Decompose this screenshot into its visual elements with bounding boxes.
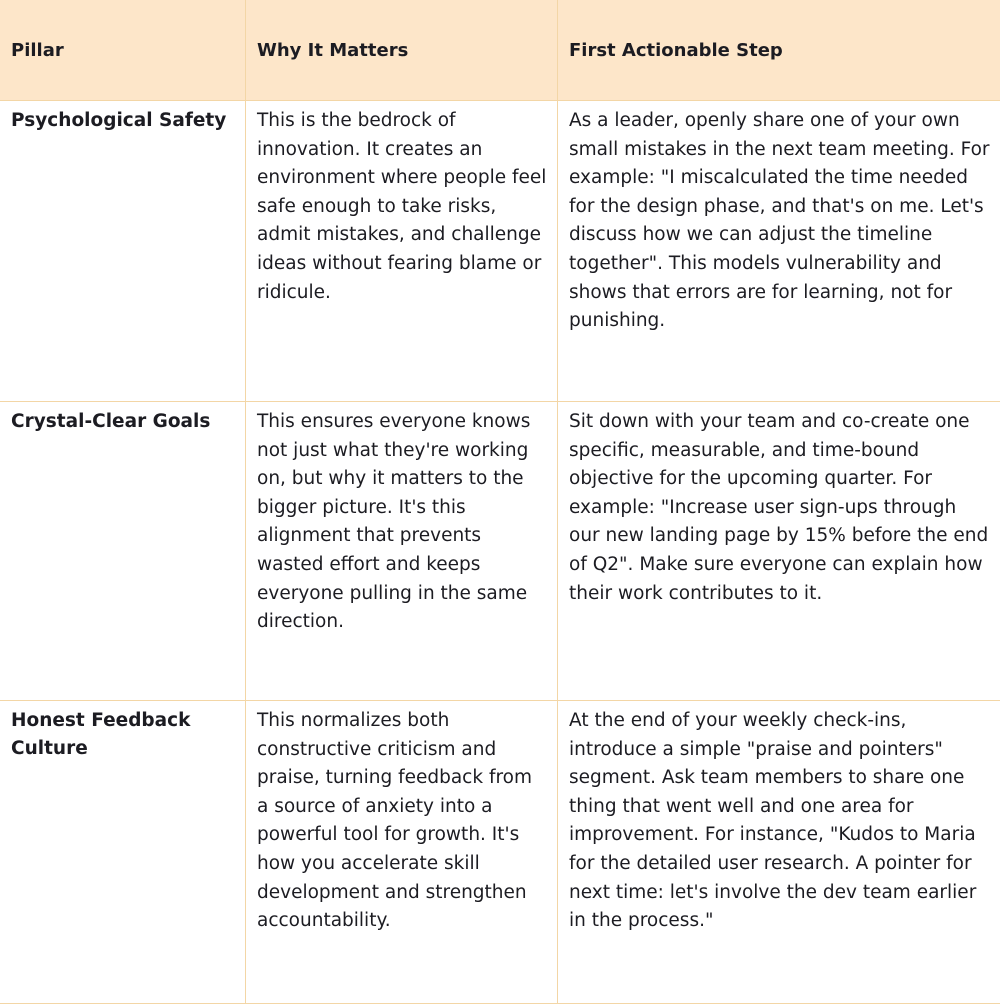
pillar-cell: Honest Feedback Culture	[0, 701, 246, 1004]
header-first-step: First Actionable Step	[558, 0, 1000, 101]
header-pillar: Pillar	[0, 0, 246, 101]
step-cell: Sit down with your team and co-create one specific, measurable, and time-bound objective for the upcoming quarter. For example: "Increase user sign-ups through our new landing page by 15% before the end of Q2". Make sure everyone can explain how their work contributes to it.	[558, 402, 1000, 701]
table-row	[0, 101, 1000, 402]
why-cell: This is the bedrock of innovation. It creates an environment where people feel safe enough to take risks, admit mistakes, and challenge ideas without fearing blame or ridicule.	[246, 101, 558, 402]
step-cell: As a leader, openly share one of your own small mistakes in the next team meeting. For example: "I miscalculated the time needed for the design phase, and that's on me. Let's discuss how we can adjust the timeline together". This models vulnerability and shows that errors are for learning, not for punishing.	[558, 101, 1000, 402]
header-why-it-matters: Why It Matters	[246, 0, 558, 101]
why-cell: This normalizes both constructive criticism and praise, turning feedback from a source of anxiety into a powerful tool for growth. It's how you accelerate skill development and strengthen accountability.	[246, 701, 558, 1004]
table-row	[0, 402, 1000, 701]
step-cell: At the end of your weekly check-ins, introduce a simple "praise and pointers" segment. Ask team members to share one thing that went well and one area for improvement. For instance, "Kudos to Maria for the detailed user research. A pointer for next time: let's involve the dev team earlier in the process."	[558, 701, 1000, 1004]
why-cell: This ensures everyone knows not just what they're working on, but why it matters to the bigger picture. It's this alignment that prevents wasted effort and keeps everyone pulling in the same direction.	[246, 402, 558, 701]
table-row	[0, 701, 1000, 1004]
header-row	[0, 0, 1000, 101]
pillar-cell: Psychological Safety	[0, 101, 246, 402]
pillar-cell: Crystal-Clear Goals	[0, 402, 246, 701]
